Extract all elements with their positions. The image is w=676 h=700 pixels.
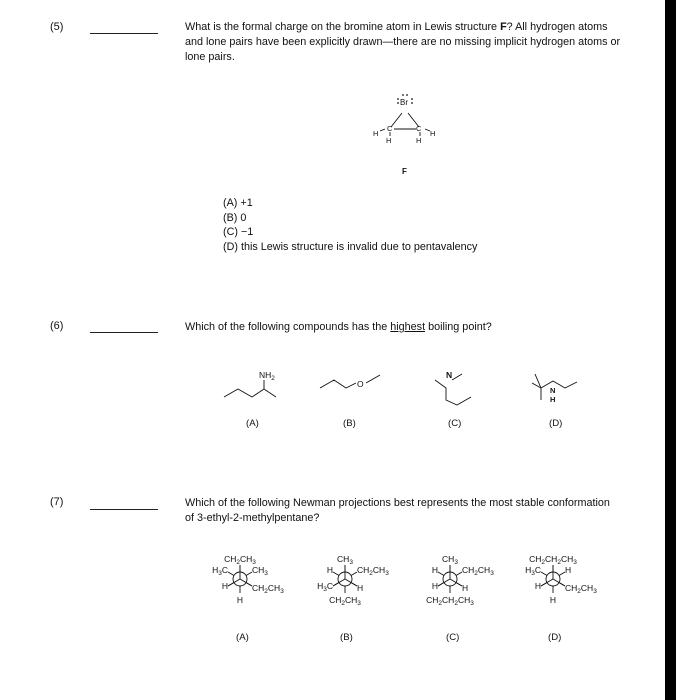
substituent-top: $CH_3$ (337, 554, 353, 566)
option-d[interactable]: (D) this Lewis structure is invalid due to pentavalency (223, 240, 478, 253)
question-5-options (223, 196, 477, 254)
compound-c-label: (C) (448, 418, 462, 429)
projection-a-label: (A) (236, 632, 249, 643)
question-5-answer-blank[interactable] (90, 33, 158, 34)
question-6-text: Which of the following compounds has the highest boiling point? (185, 321, 492, 333)
substituent-lower-right: $CH_2CH_3$ (252, 583, 284, 595)
bromine-atom: Br (400, 98, 408, 107)
compound-a-label: (A) (246, 418, 259, 429)
substituent-upper-left: $H_3C$ (212, 565, 228, 577)
question-5-text: What is the formal charge on the bromine atom in Lewis structure F? All hydrogen atoms and lone pairs have been explicitly drawn—there are no missing implicit hydrogen atoms or lone pairs. (185, 21, 621, 63)
projection-d-label: (D) (548, 632, 562, 643)
substituent-bottom: H (236, 595, 244, 605)
substituent-upper-left: H (431, 565, 438, 575)
question-7-answer-blank[interactable] (90, 509, 158, 510)
newman-projection-b (317, 554, 389, 607)
amine-hydrogen-d: H (550, 395, 556, 404)
structure-label: F (402, 167, 407, 176)
ether-oxygen: O (357, 379, 364, 389)
amine-nitrogen-d: N (550, 386, 556, 395)
hydrogen-atom: H (386, 136, 392, 145)
option-b[interactable]: (B) 0 (223, 211, 247, 224)
projection-b-label: (B) (340, 632, 353, 643)
newman-projection-c (426, 554, 494, 607)
amine-nitrogen: N (446, 370, 453, 380)
substituent-top: $CH_2CH_2CH_3$ (529, 554, 577, 566)
hydrogen-atom: H (373, 129, 379, 138)
hydrogen-atom: H (430, 129, 436, 138)
newman-projection-d (525, 554, 597, 605)
compound-d-label: (D) (549, 418, 563, 429)
option-c[interactable]: (C) −1 (223, 226, 254, 239)
question-6-number: (6) (50, 320, 64, 332)
substituent-upper-right: $CH_2CH_3$ (462, 565, 494, 577)
substituent-lower-left: H (534, 581, 541, 591)
projection-c-label: (C) (446, 632, 460, 643)
substituent-upper-left: H (326, 565, 333, 575)
page-edge (665, 0, 676, 700)
question-7-number: (7) (50, 496, 64, 508)
carbon-atom-left: C (387, 124, 393, 133)
lewis-structure-f (360, 92, 460, 182)
substituent-lower-right: H (462, 583, 469, 593)
substituent-bottom: H (549, 595, 557, 605)
newman-projection-a (212, 554, 284, 605)
carbon-atom-right: C (416, 124, 422, 133)
substituent-lower-left: H (221, 581, 228, 591)
compounds-figure (210, 362, 620, 412)
question-5-number: (5) (50, 21, 64, 33)
substituent-upper-right: $CH_3$ (252, 565, 268, 577)
compound-b-label: (B) (343, 418, 356, 429)
question-7-text: Which of the following Newman projections best represents the most stable conformation of 3-ethyl-2-methylpentane? (185, 497, 610, 524)
amine-group: $NH_2$ (259, 370, 275, 382)
substituent-upper-left: $H_3C$ (525, 565, 541, 577)
substituent-bottom: $CH_2CH_2CH_3$ (426, 595, 474, 607)
option-a[interactable]: (A) +1 (223, 197, 253, 209)
substituent-upper-right: $CH_2CH_3$ (357, 565, 389, 577)
substituent-upper-right: H (565, 565, 572, 575)
substituent-lower-right: $CH_2CH_3$ (565, 583, 597, 595)
substituent-top: $CH_3$ (442, 554, 458, 566)
question-6-answer-blank[interactable] (90, 332, 158, 333)
hydrogen-atom: H (416, 136, 422, 145)
substituent-top: $CH_2CH_3$ (224, 554, 256, 566)
substituent-lower-left: H (431, 581, 438, 591)
newman-projections (195, 545, 615, 630)
substituent-lower-left: $H_3C$ (317, 581, 333, 593)
substituent-bottom: $CH_2CH_3$ (329, 595, 361, 607)
substituent-lower-right: H (357, 583, 364, 593)
